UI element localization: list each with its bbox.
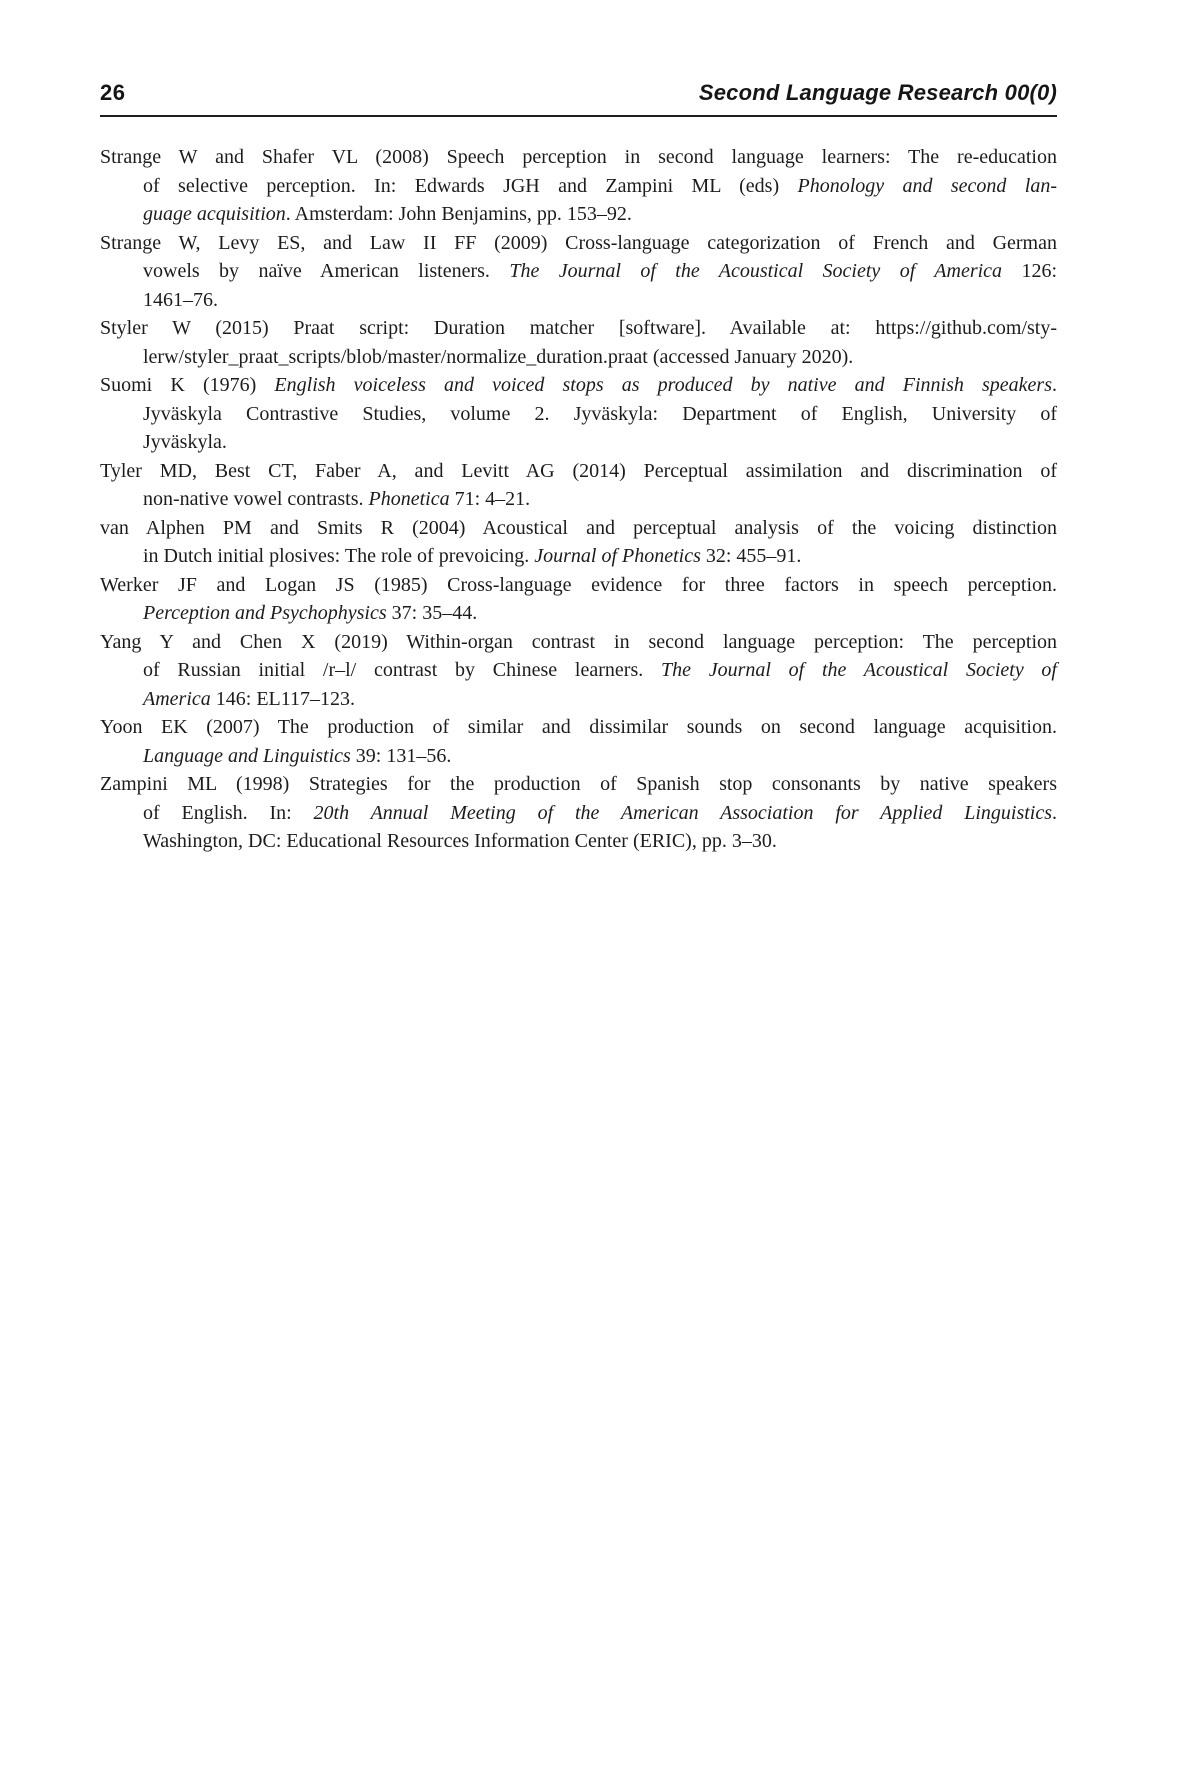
reference-line — [100, 172, 1057, 201]
reference-line — [100, 200, 1057, 229]
reference-entry — [100, 571, 1057, 628]
reference-entry — [100, 457, 1057, 514]
reference-line — [100, 571, 1057, 600]
reference-line — [100, 428, 1057, 457]
reference-entry — [100, 770, 1057, 856]
reference-text: 32: 455–91. — [700, 545, 802, 567]
journal-title: Second Language Research 00(0) — [698, 80, 1057, 105]
reference-entry — [100, 314, 1057, 371]
reference-line — [100, 713, 1057, 742]
reference-text: 37: 35–44. — [386, 602, 478, 624]
reference-text: vowels by naïve American listeners. — [143, 260, 510, 282]
reference-text: 39: 131–56. — [350, 744, 452, 767]
reference-entry — [100, 143, 1057, 229]
reference-line — [100, 799, 1057, 828]
reference-text: 71: 4–21. — [449, 488, 531, 510]
reference-text: 126: — [1002, 260, 1057, 282]
reference-text: Tyler MD, Best CT, Faber A, and Levitt AG (2014) Perceptual assimilation and discrimination of — [100, 459, 1057, 482]
reference-text: lerw/styler_praat_scripts/blob/master/normalize_duration.praat (accessed January 2020). — [143, 345, 854, 368]
reference-text: Suomi K (1976) — [100, 374, 275, 396]
reference-line — [100, 770, 1057, 799]
reference-italic-text: Perception and Psychophysics — [143, 602, 387, 624]
reference-text: 1461–76. — [143, 288, 218, 311]
reference-line — [100, 485, 1057, 514]
reference-text: Strange W and Shafer VL (2008) Speech perception in second language learners: The re-education — [100, 146, 1057, 168]
reference-text: Washington, DC: Educational Resources Information Center (ERIC), pp. 3–30. — [143, 830, 777, 852]
reference-text: Zampini ML (1998) Strategies for the production of Spanish stop consonants by native speakers — [100, 773, 1057, 795]
reference-text: . — [1052, 374, 1057, 396]
reference-line — [100, 514, 1057, 543]
reference-entry — [100, 371, 1057, 457]
reference-text: Jyväskyla. — [143, 431, 227, 453]
reference-line — [100, 599, 1057, 628]
reference-line — [100, 457, 1057, 486]
reference-line — [100, 628, 1057, 657]
references-list — [100, 143, 1057, 856]
reference-line — [100, 827, 1057, 856]
reference-text: Strange W, Levy ES, and Law II FF (2009) Cross-language categorization of French and German — [100, 231, 1057, 254]
reference-entry — [100, 229, 1057, 315]
reference-italic-text: guage acquisition — [143, 203, 286, 225]
page-content — [100, 0, 1057, 856]
reference-line — [100, 229, 1057, 258]
reference-line — [100, 742, 1057, 771]
reference-text: Jyväskyla Contrastive Studies, volume 2. Jyväskyla: Department of English, University of — [143, 402, 1057, 425]
reference-text: . — [1052, 801, 1058, 824]
reference-italic-text: 20th Annual Meeting of the American Association for Applied Linguistics — [313, 801, 1053, 824]
reference-text: Werker JF and Logan JS (1985) Cross-language evidence for three factors in speech perception. — [100, 573, 1057, 596]
reference-italic-text: The Journal of the Acoustical Society of — [660, 659, 1057, 681]
reference-line — [100, 400, 1057, 429]
reference-text: of selective perception. In: Edwards JGH and Zampini ML (eds) — [143, 174, 798, 197]
page-header — [100, 0, 1057, 106]
reference-entry — [100, 713, 1057, 770]
reference-text: van Alphen PM and Smits R (2004) Acoustical and perceptual analysis of the voicing distinction — [100, 516, 1057, 539]
reference-italic-text: English voiceless and voiced stops as produced by native and Finnish speakers — [274, 374, 1052, 396]
reference-entry — [100, 514, 1057, 571]
reference-italic-text: The Journal of the Acoustical Society of America — [509, 260, 1003, 282]
reference-line — [100, 542, 1057, 571]
page-number: 26 — [100, 80, 126, 105]
reference-text: Yoon EK (2007) The production of similar and dissimilar sounds on second language acquisition. — [100, 716, 1057, 738]
reference-line — [100, 143, 1057, 172]
reference-text: Styler W (2015) Praat script: Duration matcher [software]. Available at: https://github.com/sty- — [100, 317, 1057, 339]
reference-italic-text: Journal of Phonetics — [534, 545, 701, 567]
header-rule — [100, 115, 1057, 117]
reference-line — [100, 343, 1057, 372]
reference-text: Yang Y and Chen X (2019) Within-organ contrast in second language perception: The perception — [100, 630, 1057, 653]
reference-text: . Amsterdam: John Benjamins, pp. 153–92. — [285, 203, 632, 225]
reference-line — [100, 656, 1057, 685]
reference-italic-text: Phonetica — [368, 488, 450, 510]
reference-text: 146: EL117–123. — [210, 687, 356, 710]
reference-line — [100, 314, 1057, 343]
reference-line — [100, 685, 1057, 714]
reference-line — [100, 286, 1057, 315]
reference-text: of Russian initial /r–l/ contrast by Chinese learners. — [143, 659, 661, 681]
reference-line — [100, 257, 1057, 286]
reference-italic-text: America — [143, 687, 211, 710]
reference-text: in Dutch initial plosives: The role of prevoicing. — [143, 545, 535, 567]
reference-italic-text: Language and Linguistics — [143, 744, 351, 767]
reference-entry — [100, 628, 1057, 714]
reference-text: non-native vowel contrasts. — [143, 488, 369, 510]
reference-italic-text: Phonology and second lan- — [797, 174, 1057, 197]
reference-line — [100, 371, 1057, 400]
reference-text: of English. In: — [143, 801, 314, 824]
